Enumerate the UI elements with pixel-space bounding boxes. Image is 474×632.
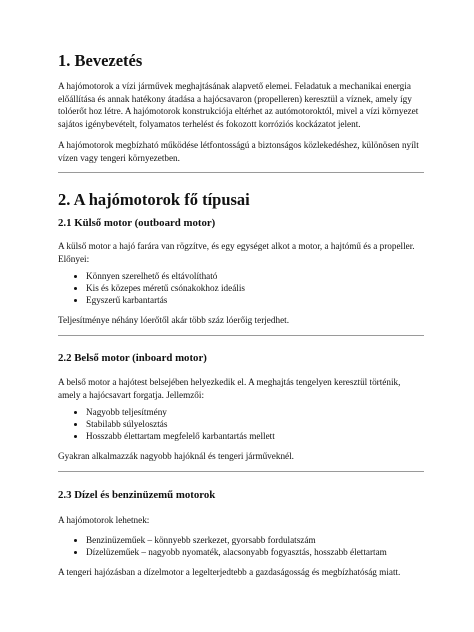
list-item: • Stabilabb súlyelosztás — [86, 419, 424, 431]
subsection-2-1-outro: Teljesítménye néhány lóerőtől akár több száz lóerőig terjedhet. — [58, 315, 289, 325]
section-1-paragraph-1: A hajómotorok a vízi járművek meghajtásának alapvető elemei. Feladatuk a mechanikai energia előállítása és annak hatékony átadása a hajócsavaron (propelleren) keresztül a víznek, amely így tolóerőt hoz létre. A hajómotorok konstrukciója eltérhet az autómotoroktól, mivel a vízi környezet sajátos igénybevételt, folyamatos terhelést és fokozott korróziós kockázatot jelent. — [58, 81, 419, 129]
list-item: • Nagyobb teljesítmény — [86, 407, 424, 419]
subsection-2-3-title: 2.3 Dízel és benzinüzemű motorok — [58, 489, 216, 501]
subsection-2-1-intro: A külső motor a hajó farára van rögzítve, és egy egységet alkot a motor, a hajtómű és a propeller. Előnyei: — [58, 241, 415, 264]
subsection-2-2-list — [58, 407, 424, 442]
section-divider — [58, 172, 424, 173]
subsection-2-3-list — [58, 535, 424, 559]
subsection-2-2-intro: A belső motor a hajótest belsejében helyezkedik el. A meghajtás tengelyen keresztül történik, amely a hajócsavart forgatja. Jellemzői: — [58, 377, 401, 400]
list-item: • Hosszabb élettartam megfelelő karbantartás mellett — [86, 431, 424, 443]
subsection-2-2-title: 2.2 Belső motor (inboard motor) — [58, 352, 207, 364]
subsection-2-2-outro: Gyakran alkalmazzák nagyobb hajóknál és tengeri járműveknél. — [58, 451, 294, 461]
subsection-2-3-outro: A tengeri hajózásban a dízelmotor a legelterjedtebb a gazdaságosság és megbízhatóság miatt. — [58, 567, 401, 577]
list-item: • Kis és közepes méretű csónakokhoz ideális — [86, 283, 424, 295]
list-item: • Egyszerű karbantartás — [86, 295, 424, 307]
list-item: • Dízelüzeműek – nagyobb nyomaték, alacsonyabb fogyasztás, hosszabb élettartam — [86, 547, 424, 559]
section-divider — [58, 335, 424, 336]
section-2-title: 2. A hajómotorok fő típusai — [58, 190, 250, 209]
subsection-2-1-list — [58, 271, 424, 306]
section-1-title: 1. Bevezetés — [58, 51, 143, 70]
list-item: • Könnyen szerelhető és eltávolítható — [86, 271, 424, 283]
subsection-2-1-title: 2.1 Külső motor (outboard motor) — [58, 217, 216, 229]
list-item: • Benzinüzeműek – könnyebb szerkezet, gyorsabb fordulatszám — [86, 535, 424, 547]
section-1-paragraph-2: A hajómotorok megbízható működése létfontosságú a biztonságos közlekedéshez, különösen nyílt vízen vagy tengeri környezetben. — [58, 140, 419, 163]
subsection-2-3-intro: A hajómotorok lehetnek: — [58, 515, 150, 525]
section-divider — [58, 471, 424, 472]
